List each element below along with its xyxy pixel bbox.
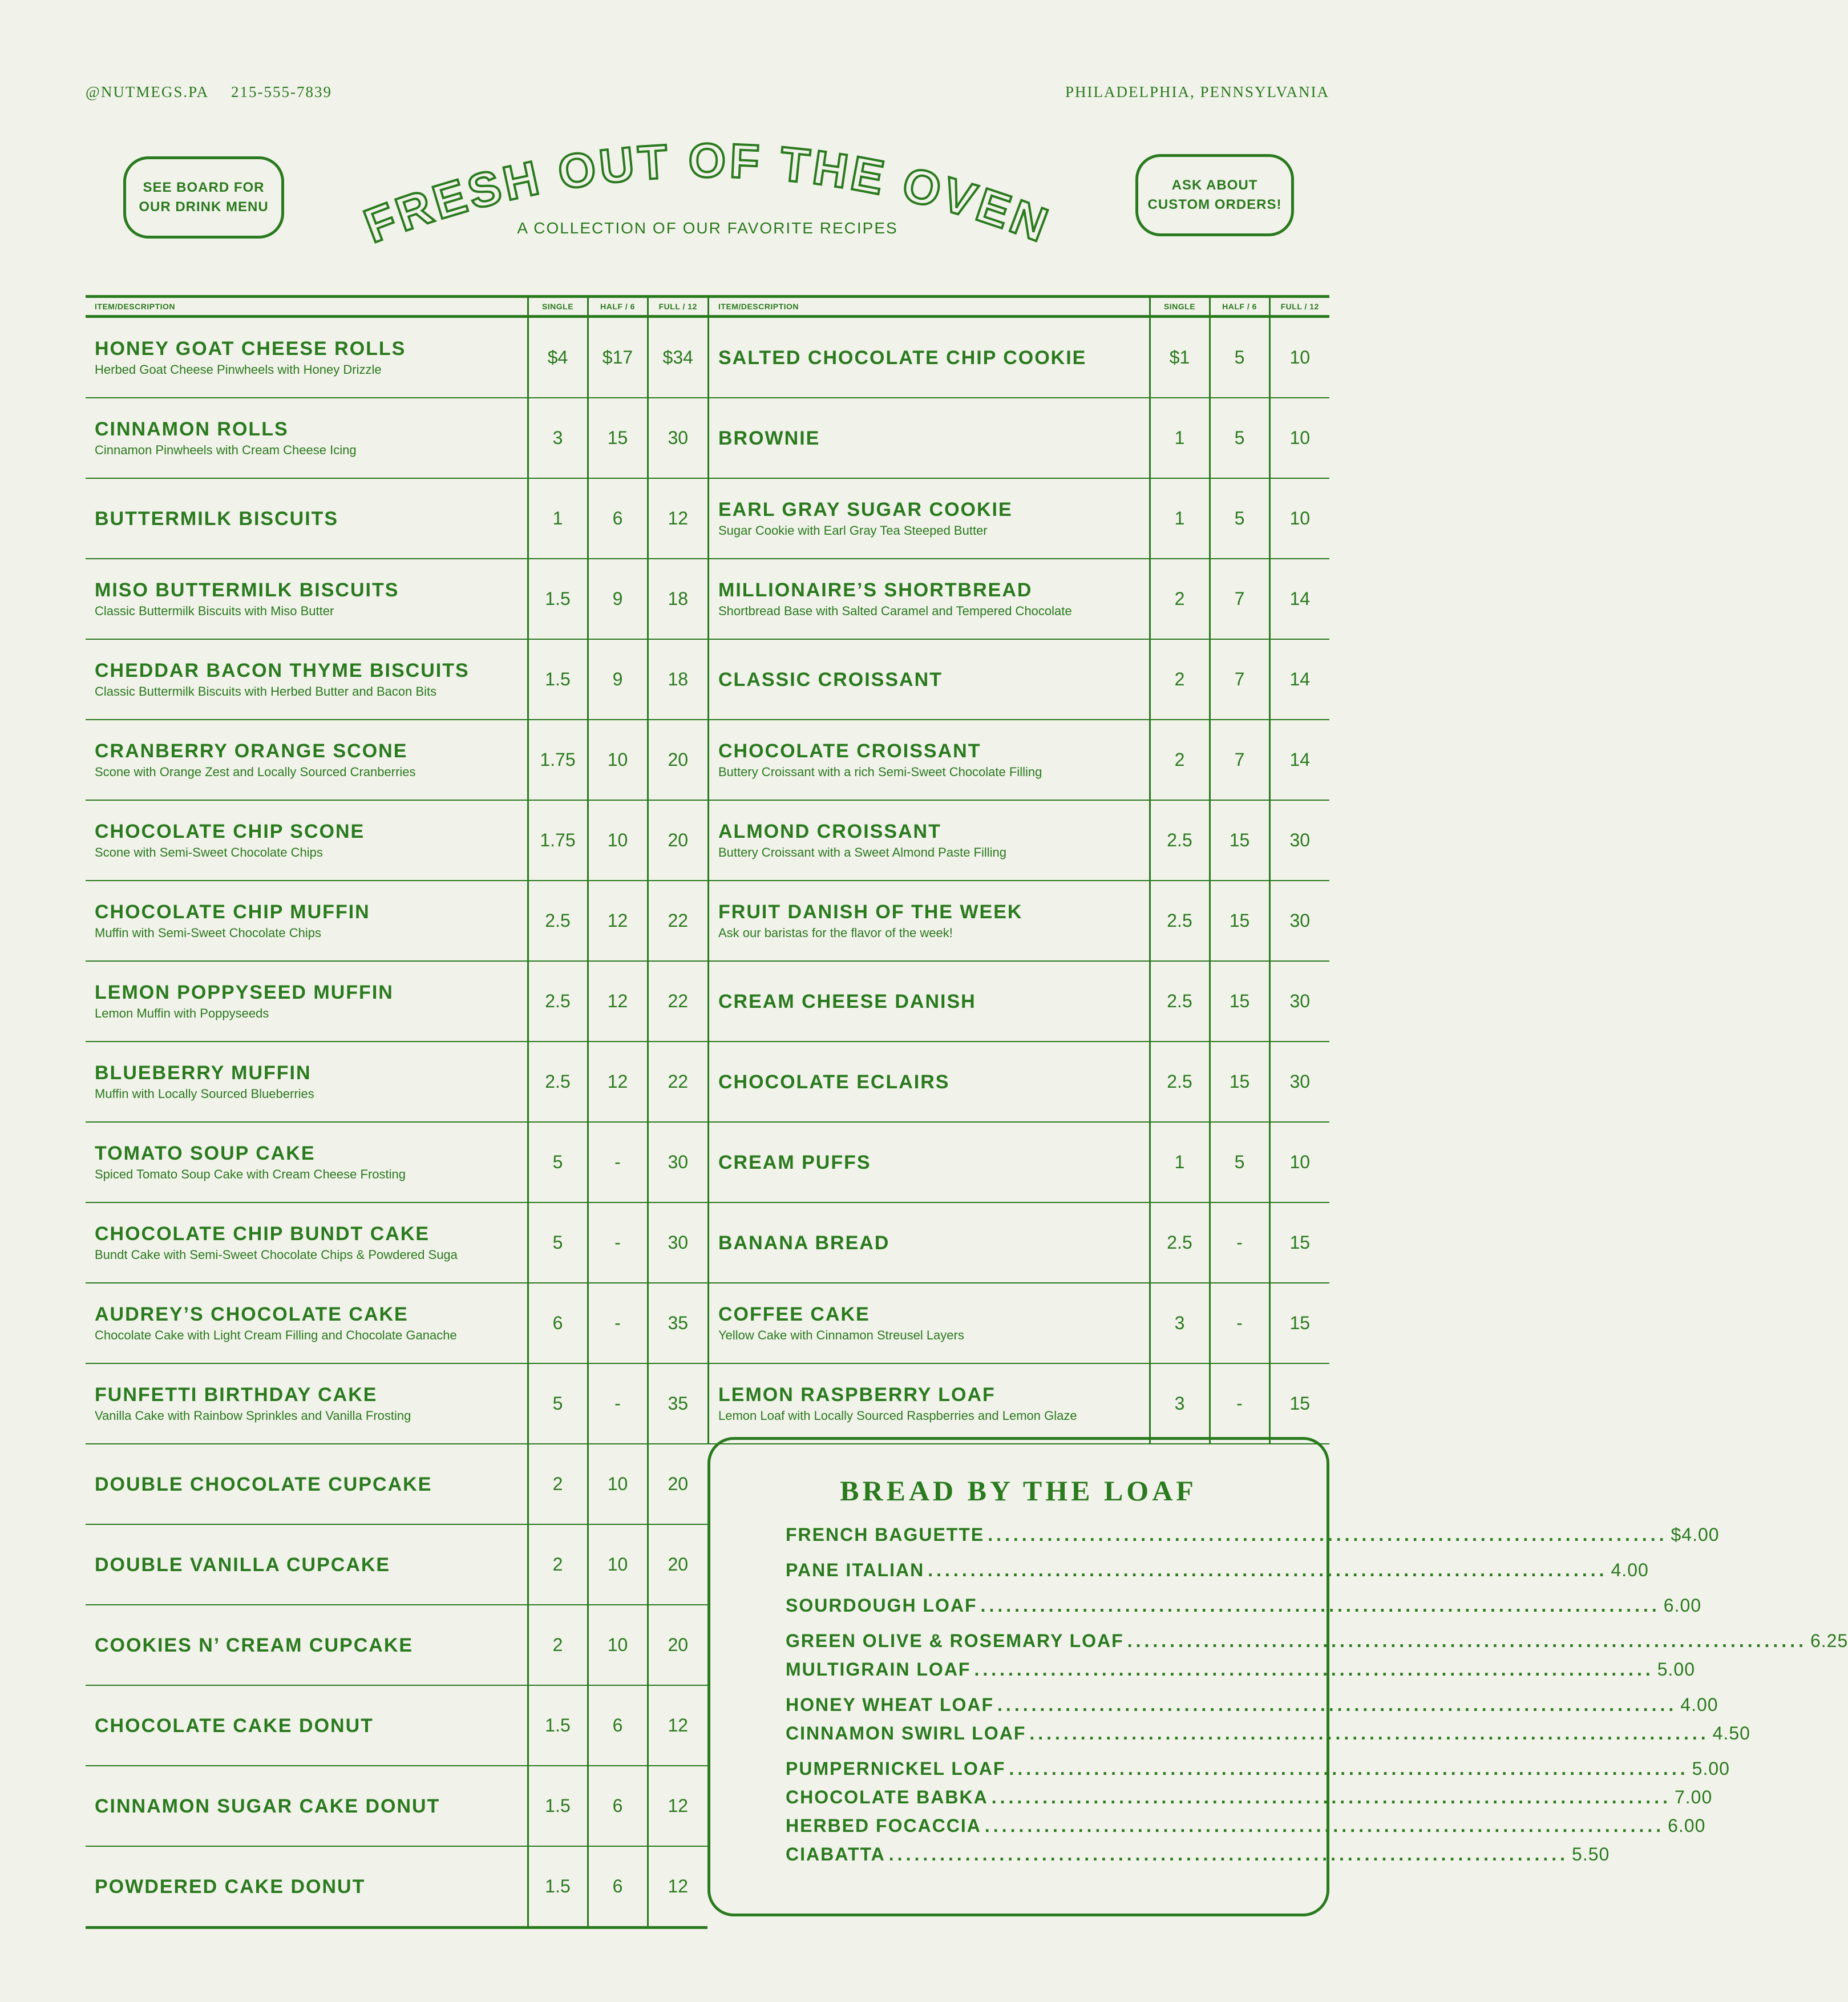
item-description: Chocolate Cake with Light Cream Filling and Chocolate Ganache: [95, 1327, 457, 1342]
bread-item: [786, 1723, 1750, 1744]
menu-item: [709, 1283, 1150, 1363]
menu-table-left: [86, 295, 707, 1929]
bread-item-price: $4.00: [1671, 1524, 1720, 1545]
menu-item: [709, 1202, 1150, 1283]
menu-item: [709, 1363, 1150, 1444]
bread-item: [786, 1630, 1848, 1652]
custom-note-line-2: CUSTOM ORDERS!: [1147, 197, 1282, 212]
bread-item-price: 5.00: [1692, 1758, 1730, 1779]
bread-title: BREAD BY THE LOAF: [840, 1475, 1197, 1507]
price-full: 14: [1269, 559, 1329, 639]
table-row: [709, 800, 1330, 881]
table-row: [86, 1122, 707, 1202]
menu-item: [86, 1283, 528, 1363]
item-name: LEMON POPPYSEED MUFFIN: [95, 981, 394, 1003]
price-full: 15: [1269, 1202, 1329, 1283]
price-full: 22: [648, 961, 707, 1042]
price-full: 35: [648, 1363, 707, 1444]
price-half: 6: [588, 1766, 648, 1846]
table-row: [86, 1685, 707, 1766]
item-description: Muffin with Semi-Sweet Chocolate Chips: [95, 925, 321, 940]
item-name: TOMATO SOUP CAKE: [95, 1142, 316, 1164]
item-name: COFFEE CAKE: [718, 1303, 870, 1325]
bread-item: [786, 1595, 1702, 1616]
price-half: 6: [588, 1846, 648, 1928]
price-single: 1.5: [528, 1846, 588, 1928]
menu-item: [709, 961, 1150, 1042]
col-header-half: HALF / 6: [1210, 297, 1269, 317]
phone-number: 215-555-7839: [231, 83, 332, 100]
col-header-single: SINGLE: [528, 297, 588, 317]
bread-item: [786, 1694, 1718, 1716]
price-single: 3: [1150, 1363, 1210, 1444]
table-row: [709, 1363, 1330, 1444]
price-half: 9: [588, 559, 648, 639]
dot-leader: ................................................................................: [928, 1560, 1608, 1580]
price-full: 10: [1269, 317, 1329, 398]
menu-item: [86, 317, 528, 398]
menu-table-right: [707, 295, 1329, 1444]
table-row: [86, 398, 707, 478]
custom-note-line-1: ASK ABOUT: [1171, 177, 1258, 193]
item-name: FUNFETTI BIRTHDAY CAKE: [95, 1383, 378, 1406]
menu-item: [86, 800, 528, 881]
table-row: [709, 1122, 1330, 1202]
price-full: 12: [648, 1685, 707, 1766]
item-name: AUDREY’S CHOCOLATE CAKE: [95, 1303, 409, 1325]
table-row: [86, 1363, 707, 1444]
price-half: 7: [1210, 639, 1269, 720]
price-full: 30: [1269, 961, 1329, 1042]
item-description: Yellow Cake with Cinnamon Streusel Layers: [718, 1327, 964, 1342]
table-row: [86, 1846, 707, 1928]
menu-item: [86, 1846, 528, 1928]
menu-item: [709, 800, 1150, 881]
item-description: Classic Buttermilk Biscuits with Herbed Butter and Bacon Bits: [95, 684, 437, 699]
table-row: [86, 1605, 707, 1685]
table-row: [86, 639, 707, 720]
price-full: 22: [648, 1042, 707, 1122]
table-row: [709, 398, 1330, 478]
item-description: Herbed Goat Cheese Pinwheels with Honey Drizzle: [95, 362, 382, 377]
item-name: ALMOND CROISSANT: [718, 820, 941, 842]
price-half: 12: [588, 1042, 648, 1122]
price-full: 30: [1269, 1042, 1329, 1122]
price-half: 6: [588, 1685, 648, 1766]
price-full: 22: [648, 881, 707, 961]
bread-item-price: 6.25: [1810, 1630, 1848, 1651]
dot-leader: ................................................................................: [1009, 1758, 1689, 1779]
item-description: Vanilla Cake with Rainbow Sprinkles and Vanilla Frosting: [95, 1408, 411, 1423]
item-name: POWDERED CAKE DONUT: [95, 1875, 366, 1898]
item-description: Sugar Cookie with Earl Gray Tea Steeped Butter: [718, 523, 988, 538]
bread-item-name: MULTIGRAIN LOAF: [786, 1659, 971, 1680]
bread-item-name: CIABATTA: [786, 1844, 885, 1864]
price-half: 10: [588, 1524, 648, 1605]
price-half: 5: [1210, 317, 1269, 398]
table-row: [86, 1524, 707, 1605]
price-single: 1.5: [528, 1685, 588, 1766]
bread-item-name: CHOCOLATE BABKA: [786, 1787, 988, 1807]
menu-item: [86, 881, 528, 961]
price-half: 15: [1210, 1042, 1269, 1122]
price-full: 30: [1269, 881, 1329, 961]
table-row: [709, 1202, 1330, 1283]
bread-item: [786, 1844, 1610, 1865]
price-full: $34: [648, 317, 707, 398]
price-half: 5: [1210, 398, 1269, 478]
bread-item-price: 4.50: [1712, 1723, 1750, 1743]
price-half: $17: [588, 317, 648, 398]
item-name: FRUIT DANISH OF THE WEEK: [718, 901, 1023, 923]
drink-note-line-2: OUR DRINK MENU: [139, 199, 269, 215]
table-row: [86, 559, 707, 639]
item-description: Lemon Muffin with Poppyseeds: [95, 1006, 269, 1020]
price-single: 5: [528, 1122, 588, 1202]
price-full: 10: [1269, 1122, 1329, 1202]
item-description: Scone with Semi-Sweet Chocolate Chips: [95, 845, 323, 859]
table-row: [709, 559, 1330, 639]
price-full: 18: [648, 559, 707, 639]
item-description: Cinnamon Pinwheels with Cream Cheese Icing: [95, 442, 357, 457]
item-name: CREAM CHEESE DANISH: [718, 990, 976, 1012]
price-single: 2.5: [1150, 800, 1210, 881]
price-single: $4: [528, 317, 588, 398]
item-name: DOUBLE VANILLA CUPCAKE: [95, 1553, 391, 1576]
item-name: CHOCOLATE CHIP MUFFIN: [95, 901, 370, 923]
price-full: 20: [648, 1444, 707, 1524]
price-single: 1.5: [528, 559, 588, 639]
item-name: CHOCOLATE CHIP SCONE: [95, 820, 365, 842]
price-half: 15: [588, 398, 648, 478]
price-single: 2: [1150, 559, 1210, 639]
menu-item: [86, 720, 528, 800]
menu-item: [86, 478, 528, 559]
price-single: 2: [528, 1444, 588, 1524]
price-single: 1: [1150, 1122, 1210, 1202]
item-name: MISO BUTTERMILK BISCUITS: [95, 579, 399, 601]
item-name: CRANBERRY ORANGE SCONE: [95, 740, 408, 762]
price-half: 15: [1210, 881, 1269, 961]
price-single: 1.5: [528, 639, 588, 720]
dot-leader: ................................................................................: [888, 1844, 1569, 1864]
item-name: CREAM PUFFS: [718, 1151, 871, 1173]
col-header-full: FULL / 12: [648, 297, 707, 317]
table-row: [86, 1042, 707, 1122]
price-half: -: [588, 1283, 648, 1363]
price-single: 1.75: [528, 800, 588, 881]
item-description: Bundt Cake with Semi-Sweet Chocolate Chips & Powdered Suga: [95, 1247, 458, 1262]
col-header-half: HALF / 6: [588, 297, 648, 317]
price-full: 18: [648, 639, 707, 720]
table-row: [86, 961, 707, 1042]
price-half: 5: [1210, 1122, 1269, 1202]
col-header-full: FULL / 12: [1269, 297, 1329, 317]
bread-item-price: 5.50: [1572, 1844, 1610, 1864]
price-full: 30: [648, 1122, 707, 1202]
item-description: Ask our baristas for the flavor of the week!: [718, 925, 953, 940]
price-full: 20: [648, 800, 707, 881]
dot-leader: ................................................................................: [1127, 1630, 1807, 1651]
price-half: -: [1210, 1283, 1269, 1363]
page-subtitle: A COLLECTION OF OUR FAVORITE RECIPES: [517, 219, 898, 237]
menu-item: [709, 1042, 1150, 1122]
price-single: 5: [528, 1363, 588, 1444]
menu-item: [86, 1363, 528, 1444]
menu-item: [709, 720, 1150, 800]
price-full: 10: [1269, 398, 1329, 478]
table-header-row: [709, 297, 1330, 317]
table-row: [86, 800, 707, 881]
price-half: 12: [588, 961, 648, 1042]
price-full: 30: [1269, 800, 1329, 881]
item-name: CHOCOLATE CHIP BUNDT CAKE: [95, 1222, 430, 1245]
price-half: 9: [588, 639, 648, 720]
table-row: [86, 720, 707, 800]
price-full: 30: [648, 398, 707, 478]
item-description: Muffin with Locally Sourced Blueberries: [95, 1086, 314, 1101]
price-half: 12: [588, 881, 648, 961]
table-row: [709, 720, 1330, 800]
item-name: BUTTERMILK BISCUITS: [95, 507, 339, 530]
dot-leader: ................................................................................: [991, 1787, 1671, 1807]
bread-item-price: 6.00: [1668, 1815, 1706, 1836]
page-title-text: FRESH OUT OF THE OVEN: [357, 133, 1058, 251]
item-name: CHEDDAR BACON THYME BISCUITS: [95, 659, 470, 681]
item-name: BANANA BREAD: [718, 1232, 890, 1254]
menu-item: [709, 398, 1150, 478]
dot-leader: ................................................................................: [1029, 1723, 1709, 1743]
price-single: 5: [528, 1202, 588, 1283]
dot-leader: ................................................................................: [997, 1694, 1677, 1715]
dot-leader: ................................................................................: [980, 1595, 1660, 1616]
item-description: Scone with Orange Zest and Locally Sourced Cranberries: [95, 764, 416, 779]
price-single: 3: [528, 398, 588, 478]
bread-item: [786, 1659, 1695, 1680]
col-header-item: ITEM/DESCRIPTION: [86, 297, 528, 317]
menu-item: [709, 639, 1150, 720]
table-row: [86, 1202, 707, 1283]
bread-item: [786, 1787, 1713, 1808]
item-name: EARL GRAY SUGAR COOKIE: [718, 498, 1013, 520]
menu-item: [709, 317, 1150, 398]
table-row: [709, 639, 1330, 720]
price-full: 10: [1269, 478, 1329, 559]
menu-item: [86, 398, 528, 478]
menu-item: [86, 1444, 528, 1524]
price-full: 15: [1269, 1283, 1329, 1363]
menu-item: [86, 1042, 528, 1122]
price-full: 14: [1269, 720, 1329, 800]
dot-leader: ................................................................................: [984, 1815, 1665, 1836]
bread-item-price: 6.00: [1663, 1595, 1702, 1616]
item-description: Buttery Croissant with a rich Semi-Sweet Chocolate Filling: [718, 764, 1042, 779]
bread-item-name: PANE ITALIAN: [786, 1560, 925, 1580]
item-name: CHOCOLATE ECLAIRS: [718, 1071, 950, 1093]
menu-item: [709, 478, 1150, 559]
price-full: 12: [648, 1846, 707, 1928]
table-row: [86, 317, 707, 398]
item-name: HONEY GOAT CHEESE ROLLS: [95, 337, 406, 360]
price-single: 2.5: [1150, 961, 1210, 1042]
menu-item: [709, 1122, 1150, 1202]
price-half: 10: [588, 800, 648, 881]
bread-item-price: 5.00: [1657, 1659, 1695, 1680]
table-row: [709, 881, 1330, 961]
table-row: [709, 1283, 1330, 1363]
location: PHILADELPHIA, PENNSYLVANIA: [1065, 83, 1329, 100]
item-name: BROWNIE: [718, 427, 820, 449]
item-name: CHOCOLATE CAKE DONUT: [95, 1714, 374, 1737]
price-full: 30: [648, 1202, 707, 1283]
price-single: 1.75: [528, 720, 588, 800]
item-description: Buttery Croissant with a Sweet Almond Paste Filling: [718, 845, 1007, 859]
item-description: Shortbread Base with Salted Caramel and Tempered Chocolate: [718, 603, 1072, 618]
price-full: 20: [648, 1605, 707, 1685]
price-single: 2.5: [1150, 1202, 1210, 1283]
price-full: 12: [648, 478, 707, 559]
table-row: [86, 881, 707, 961]
price-single: 6: [528, 1283, 588, 1363]
price-single: 2.5: [528, 961, 588, 1042]
price-half: 7: [1210, 720, 1269, 800]
table-row: [709, 961, 1330, 1042]
price-half: -: [1210, 1363, 1269, 1444]
menu-item: [86, 1766, 528, 1846]
social-handle: @NUTMEGS.PA: [86, 83, 209, 100]
price-single: 2: [1150, 639, 1210, 720]
price-half: 10: [588, 720, 648, 800]
item-name: SALTED CHOCOLATE CHIP COOKIE: [718, 346, 1087, 369]
item-description: Classic Buttermilk Biscuits with Miso Butter: [95, 603, 334, 618]
bread-item-price: 7.00: [1674, 1787, 1713, 1807]
item-description: Lemon Loaf with Locally Sourced Raspberries and Lemon Glaze: [718, 1408, 1077, 1423]
price-half: -: [588, 1363, 648, 1444]
bread-item: [786, 1758, 1730, 1779]
item-name: COOKIES N’ CREAM CUPCAKE: [95, 1634, 414, 1656]
menu-item: [86, 1685, 528, 1766]
bread-item-price: 4.00: [1680, 1694, 1718, 1715]
price-single: 2.5: [528, 881, 588, 961]
item-name: CHOCOLATE CROISSANT: [718, 740, 981, 762]
price-half: 10: [588, 1444, 648, 1524]
dot-leader: ................................................................................: [988, 1524, 1668, 1545]
price-single: 1.5: [528, 1766, 588, 1846]
price-single: 2.5: [1150, 881, 1210, 961]
item-description: Spiced Tomato Soup Cake with Cream Cheese Frosting: [95, 1167, 406, 1181]
price-single: 2: [528, 1605, 588, 1685]
menu-item: [709, 881, 1150, 961]
item-name: CLASSIC CROISSANT: [718, 668, 943, 691]
price-single: 2: [1150, 720, 1210, 800]
bread-item-name: HONEY WHEAT LOAF: [786, 1694, 994, 1715]
price-single: 1: [1150, 398, 1210, 478]
table-row: [86, 1283, 707, 1363]
price-half: 15: [1210, 961, 1269, 1042]
bread-item-name: CINNAMON SWIRL LOAF: [786, 1723, 1026, 1743]
item-name: DOUBLE CHOCOLATE CUPCAKE: [95, 1473, 432, 1495]
bread-item: [786, 1560, 1649, 1581]
table-row: [709, 1042, 1330, 1122]
table-header-row: [86, 297, 707, 317]
price-half: 15: [1210, 800, 1269, 881]
bread-item: [786, 1524, 1720, 1545]
menu-item: [709, 559, 1150, 639]
price-single: 3: [1150, 1283, 1210, 1363]
menu-item: [86, 1524, 528, 1605]
item-name: CINNAMON SUGAR CAKE DONUT: [95, 1795, 440, 1817]
bread-item-name: HERBED FOCACCIA: [786, 1815, 981, 1836]
item-name: BLUEBERRY MUFFIN: [95, 1061, 312, 1084]
item-name: LEMON RASPBERRY LOAF: [718, 1383, 996, 1406]
bread-item-name: FRENCH BAGUETTE: [786, 1524, 985, 1545]
drink-note-line-1: SEE BOARD FOR: [143, 180, 265, 195]
price-half: 5: [1210, 478, 1269, 559]
price-half: 7: [1210, 559, 1269, 639]
menu-item: [86, 639, 528, 720]
price-full: 14: [1269, 639, 1329, 720]
item-name: MILLIONAIRE’S SHORTBREAD: [718, 579, 1033, 601]
menu-item: [86, 1122, 528, 1202]
bread-item-price: 4.00: [1611, 1560, 1649, 1580]
price-full: 20: [648, 720, 707, 800]
price-full: 20: [648, 1524, 707, 1605]
bread-item-name: SOURDOUGH LOAF: [786, 1595, 977, 1616]
price-single: 2: [528, 1524, 588, 1605]
item-name: CINNAMON ROLLS: [95, 418, 289, 440]
col-header-single: SINGLE: [1150, 297, 1210, 317]
price-single: 2.5: [1150, 1042, 1210, 1122]
price-full: 35: [648, 1283, 707, 1363]
menu-item: [86, 559, 528, 639]
menu-item: [86, 1605, 528, 1685]
price-single: $1: [1150, 317, 1210, 398]
table-row: [709, 317, 1330, 398]
bread-item: [786, 1815, 1706, 1836]
price-half: -: [588, 1122, 648, 1202]
menu-item: [86, 1202, 528, 1283]
price-full: 12: [648, 1766, 707, 1846]
price-single: 1: [528, 478, 588, 559]
bread-item-name: GREEN OLIVE & ROSEMARY LOAF: [786, 1630, 1124, 1651]
table-row: [86, 1766, 707, 1846]
col-header-item: ITEM/DESCRIPTION: [709, 297, 1150, 317]
price-half: -: [1210, 1202, 1269, 1283]
bread-item-name: PUMPERNICKEL LOAF: [786, 1758, 1006, 1779]
bread-by-the-loaf-panel: [707, 1437, 1848, 1916]
price-half: -: [588, 1202, 648, 1283]
table-row: [86, 1444, 707, 1524]
price-single: 2.5: [528, 1042, 588, 1122]
table-row: [709, 478, 1330, 559]
menu-item: [86, 961, 528, 1042]
price-full: 15: [1269, 1363, 1329, 1444]
price-half: 6: [588, 478, 648, 559]
price-half: 10: [588, 1605, 648, 1685]
dot-leader: ................................................................................: [974, 1659, 1654, 1680]
table-row: [86, 478, 707, 559]
price-single: 1: [1150, 478, 1210, 559]
